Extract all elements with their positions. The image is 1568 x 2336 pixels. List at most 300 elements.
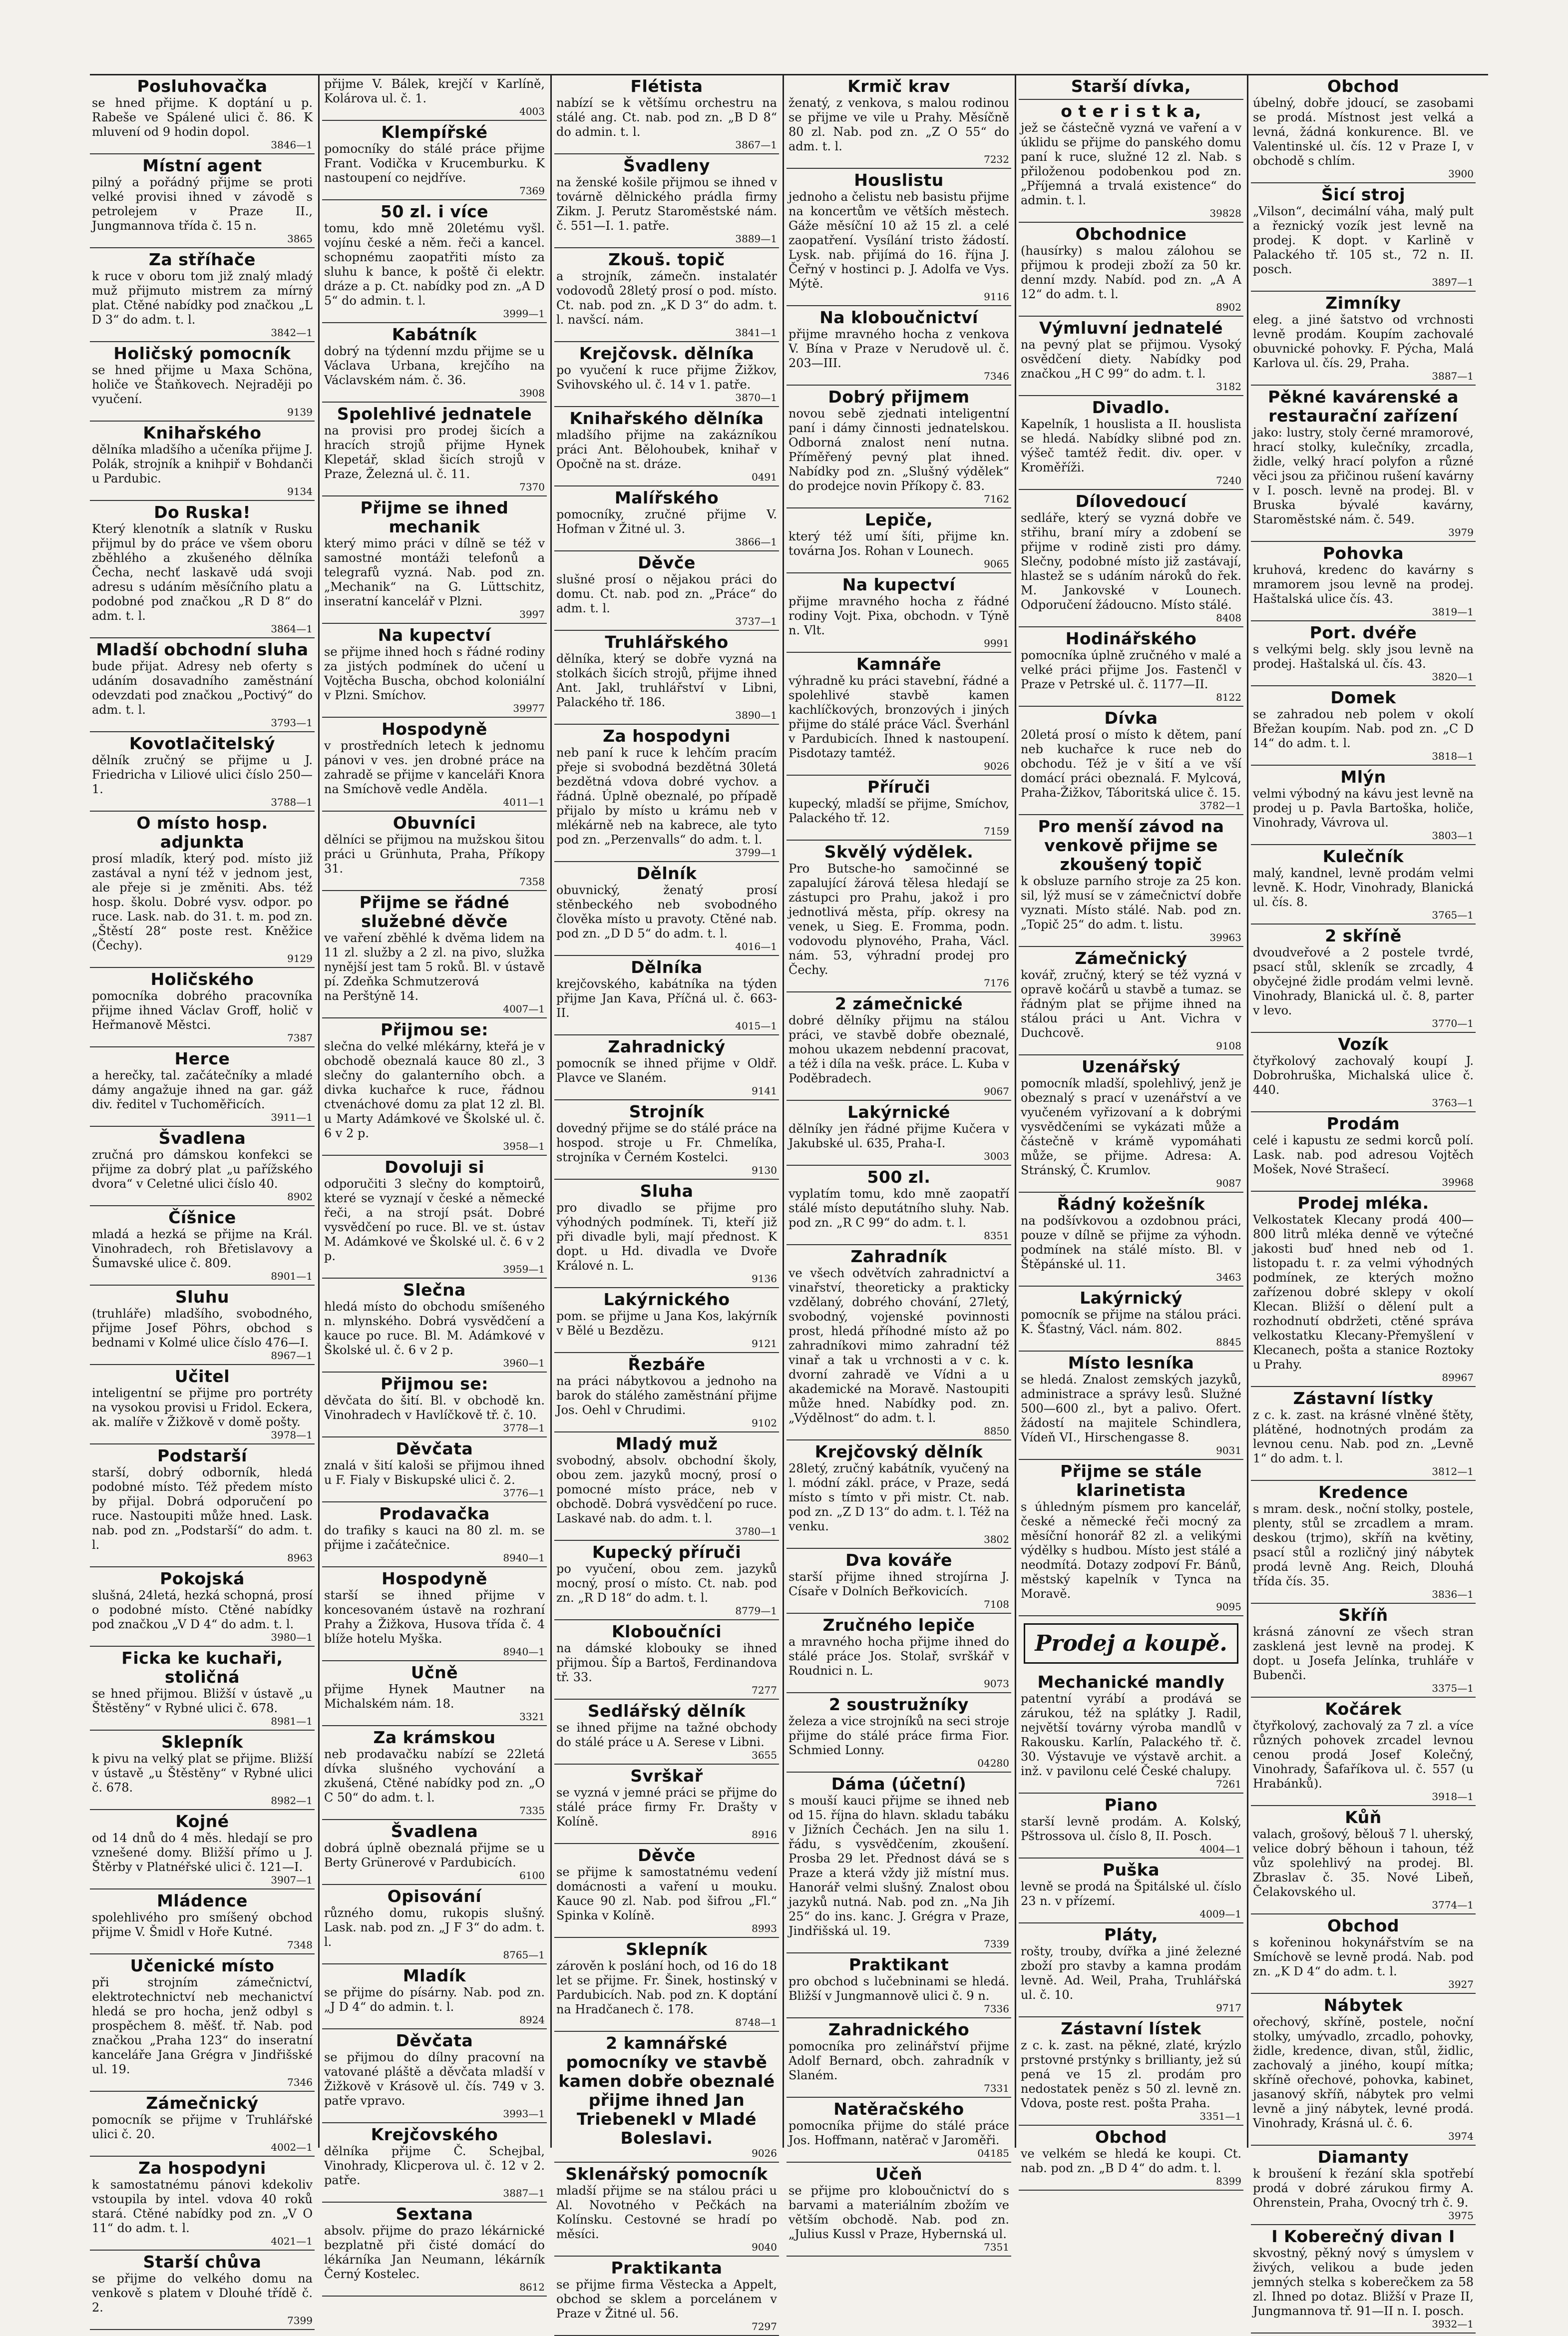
ad-number: 9073 xyxy=(984,1678,1009,1690)
ad-number: 8850 xyxy=(984,1425,1009,1437)
ad-headline: Pokojská xyxy=(160,1569,245,1588)
classified-ad xyxy=(1251,686,1476,766)
classified-ad xyxy=(1019,396,1243,490)
ad-body: prosí mladík, který pod. místo již zastával a nyní též v jednom jest, ale přeje si je změniti. Abs. též hosp. školu. Dobré vysv. odpor. po ruce. Lask. nab. do 31. t. m. pod zn. „Štěstí 28“ poste rest. Kněžice (Čechy). xyxy=(92,852,313,952)
classified-ad xyxy=(786,2018,1011,2098)
ad-body: novou sebě zjednati inteligentní paní i dámy činnosti jednatelskou. Odborná znalost není nutna. Příměřený pevný plat ihned. Nabídky pod zn. „Slušný výdělek“ do prodejce novin Příkopy č. 83. xyxy=(788,407,1009,493)
classified-ad xyxy=(1251,542,1476,621)
classified-ad xyxy=(786,1773,1011,1953)
ad-headline: Do Ruska! xyxy=(154,502,251,522)
classified-ad xyxy=(90,2251,315,2330)
ad-headline: Hodinářského xyxy=(1065,629,1197,648)
ad-headline: Přijmou se: xyxy=(381,1374,488,1394)
ad-body: pomocník mladší, spolehlivý, jenž je obeznalý s prací v uzenářství a ve vyučeném vyřizovaní a k dobrými vysvědčeními se vykázati může a částečně v krámě vypomáhati může, se přijme. Adresa: A. Stránský, Č. Krumlov. xyxy=(1021,1076,1241,1177)
ad-body: pomocník se přijme v Truhlářské ulici č. 20. xyxy=(92,2113,313,2141)
ad-body: (hausírky) s malou zálohou se přijmou k prodeji zboží za 50 kr. denní mzdy. Nabíd. pod zn. „A A 12“ do adm. t. l. xyxy=(1021,244,1241,301)
ad-body: se přijme firma Věstecka a Appelt, obchod se sklem a porcelánem v Praze v Žitné ul. 56. xyxy=(556,2278,777,2321)
ad-number: 3959—1 xyxy=(503,1263,545,1275)
ad-headline: Děvčata xyxy=(395,2031,473,2050)
ad-body: Kapelník, 1 houslista a II. houslista se hledá. Nabídky slibné pod zn. výšeč tamtéž ředit. div. oper. v Kroměříži. xyxy=(1021,417,1241,474)
ad-number: 3980—1 xyxy=(271,1631,313,1643)
ad-number: 3960—1 xyxy=(503,1357,545,1369)
classified-ad xyxy=(1019,1460,1243,1616)
ad-number: 9095 xyxy=(1216,1601,1241,1613)
ad-body: který mimo práci v dílně se též v samostné montáži telefonů a telegrafů vyzná. Nab. pod zn. „Mechanik“ na G. Lüttschitz, inseratní kancelář v Plzni. xyxy=(324,536,545,608)
classified-ad xyxy=(786,75,1011,169)
ad-headline: Flétista xyxy=(630,76,703,96)
classified-ad xyxy=(322,718,547,812)
ad-number: 8399 xyxy=(1216,2175,1241,2187)
ad-body: pomocníky do stálé práce přijme Frant. Vodička v Krucemburku. K nastoupení co nejdříve. xyxy=(324,142,545,185)
ad-body: pomocníky, zručné přijme V. Hofman v Žitné ul. 3. xyxy=(556,507,777,536)
ad-headline: Obchod xyxy=(1327,76,1400,96)
classified-ad xyxy=(786,1440,1011,1549)
ad-body: dělníka přijme Č. Schejbal, Vinohrady, Klicperova ul. č. 12 v 2. patře. xyxy=(324,2144,545,2187)
classified-ad xyxy=(322,1502,547,1567)
ad-headline: Obchodnice xyxy=(1075,224,1187,244)
ad-number: 8924 xyxy=(519,2014,545,2026)
ad-number: 8967—1 xyxy=(271,1350,313,1362)
ad-headline: Piano xyxy=(1104,1795,1158,1815)
ad-body: Velkostatek Klecany prodá 400—800 litrů mléka denně ve výtečné jakosti buď hned neb od 1. listopadu t. r. za velmi výhodných podmínek, ze kterých možno zařízenou dobré sklepy v okolí Klecan. Bližší o dělení pult a rozhodnutí obdržeti, ctěné správa velkostatku Klecany-Přemyšlení v Klecanech, pošta a stanice Roztoky u Prahy. xyxy=(1253,1213,1474,1372)
classified-ad xyxy=(322,1964,547,2029)
ad-number: 8748—1 xyxy=(735,2016,777,2028)
ad-number: 3865 xyxy=(287,233,313,245)
ad-headline: Kulečník xyxy=(1322,847,1404,866)
ad-body: se přijmou do dílny pracovní na vatované pláště a děvčata mladší v Žižkově v Krásově ul. čís. 749 v 3. patře vpravo. xyxy=(324,2050,545,2108)
ad-headline: Za krámskou xyxy=(373,1728,496,1747)
ad-number: 8351 xyxy=(984,1230,1009,1242)
ad-body: jako: lustry, stoly černé mramorové, hrací stolky, kulečníky, zrcadla, židle, velký hrací polyfon a různé věci jsou za přičinou rušení kavárny v I. posch. levně na prodej. Bl. v Bruska bývalé kavárny, Staroměstské nám. č. 549. xyxy=(1253,426,1474,526)
ad-body: pilný a pořádný přijme se proti velké provisi ihned v závodě s petrolejem v Praze II., Jungmannova třída č. 15 n. xyxy=(92,175,313,233)
ad-headline: Ficka ke kuchaři, stoličná xyxy=(121,1648,283,1687)
ad-number: 3866—1 xyxy=(735,536,777,548)
ad-number: 3321 xyxy=(519,1711,545,1723)
ad-headline: o t e r i s t k a, xyxy=(1061,101,1201,121)
ad-headline: Sluhu xyxy=(175,1287,230,1307)
ad-body: vyplatím tomu, kdo mně zaopatří stálé místo deputátního sluhy. Nab. pod zn. „R C 99“ do adm. t. l. xyxy=(788,1187,1009,1230)
ad-body: a mravného hocha přijme ihned do stálé práce Jos. Stolař, svrškář v Roudnici n. L. xyxy=(788,1635,1009,1678)
ad-headline: Kamnáře xyxy=(856,654,942,674)
ad-number: 8940—1 xyxy=(503,1552,545,1564)
ad-headline: Diamanty xyxy=(1317,2147,1409,2167)
classified-ad xyxy=(554,342,779,407)
ad-headline: 500 zl. xyxy=(867,1167,931,1187)
classified-ad xyxy=(1251,1033,1476,1112)
ad-number: 4009—1 xyxy=(1199,1908,1241,1920)
classified-ad xyxy=(1251,1387,1476,1481)
ad-headline: Řádný kožešník xyxy=(1057,1194,1205,1214)
ad-body: (truhláře) mladšího, svobodného, přijme Josef Pöhrs, obchod s bednami v Kolmé ulice číslo 476—I. xyxy=(92,1307,313,1350)
classified-ad xyxy=(1251,766,1476,845)
ad-body: do trafiky s kauci na 80 zl. m. se přijme i začátečnice. xyxy=(324,1523,545,1552)
ad-body: se přijme pro kloboučnictví do s barvami a materiálním zbožím ve větším obchodě. Nab. pod zn. „Julius Kussl v Praze, Hybernská ul. xyxy=(788,2184,1009,2241)
ad-headline: Krejčovsk. dělníka xyxy=(579,344,755,363)
ad-number: 9129 xyxy=(287,952,313,964)
classified-ad xyxy=(1251,1914,1476,1994)
classified-ad xyxy=(1251,2146,1476,2225)
ad-number: 7297 xyxy=(752,2321,777,2333)
ad-body: velmi výbodný na kávu jest levně na prodej u p. Pavla Bartoška, holiče, Vinohrady, Vávrova ul. xyxy=(1253,787,1474,830)
classified-ad xyxy=(786,386,1011,508)
ad-number: 3979 xyxy=(1448,526,1474,538)
ad-number: 9031 xyxy=(1216,1444,1241,1456)
classified-ad xyxy=(554,1700,779,1765)
column-2 xyxy=(322,75,547,2293)
ad-body: se přijme do velkého domu na venkově s platem v Dlouhé třídě č. 2. xyxy=(92,2272,313,2315)
ad-body: starší přijme ihned strojírna J. Císaře v Dolních Beřkovicích. xyxy=(788,1570,1009,1598)
classified-ad xyxy=(554,154,779,248)
classified-ad xyxy=(1019,627,1243,707)
ad-headline: Sedlářský dělník xyxy=(587,1701,746,1721)
ad-headline: I Koberečný divan I xyxy=(1271,2227,1455,2246)
ad-number: 04185 xyxy=(977,2147,1009,2159)
classified-ad xyxy=(554,248,779,342)
ad-body-extra: na Perštýně 14. xyxy=(324,989,419,1003)
classified-ad xyxy=(90,1889,315,1954)
ad-number: 3776—1 xyxy=(503,1487,545,1499)
ad-number: 3765—1 xyxy=(1432,909,1474,921)
ad-number: 7331 xyxy=(984,2082,1009,2094)
ad-number: 9121 xyxy=(752,1338,777,1350)
classified-ad xyxy=(322,496,547,624)
classified-ad xyxy=(90,812,315,968)
ad-number: 9116 xyxy=(984,291,1009,303)
ad-headline: Praktikanta xyxy=(611,2258,723,2278)
ad-body: dovedný přijme se do stálé práce na hospod. stroje u Fr. Chmelíka, strojníka v Černém Kostelci. xyxy=(556,1121,777,1164)
column-3 xyxy=(554,75,779,2333)
classified-ad xyxy=(1019,1287,1243,1352)
ad-headline: Zámečnický xyxy=(146,2093,259,2113)
ad-number: 3841—1 xyxy=(735,327,777,339)
ad-number: 7369 xyxy=(519,185,545,197)
ad-headline: Lakýrnický xyxy=(1080,1288,1182,1308)
classified-ad xyxy=(322,75,547,121)
ad-body: s velkými belg. skly jsou levně na prodej. Haštalská ul. čís. 43. xyxy=(1253,642,1474,671)
ad-headline: Hospodyně xyxy=(382,719,487,739)
ad-body: se přijme do písárny. Nab. pod zn. „J D 4“ do admin. t. l. xyxy=(324,1985,545,2014)
ad-body: z c. k. zast. na krásné vlněné štěty, plátěné, hodnotných prodám za levnou cenu. Nab. pod zn. „Levně 1“ do adm. t. l. xyxy=(1253,1408,1474,1465)
classified-ad xyxy=(554,1353,779,1432)
ad-headline: Na kupectví xyxy=(842,575,956,594)
ad-body: po vyučení, obou zem. jazyků mocný, prosí o místo. Ct. nab. pod zn. „R D 18“ do adm. t. l. xyxy=(556,1562,777,1605)
ad-number: 3842—1 xyxy=(271,327,313,339)
ad-headline: Přijme se ihned mechanik xyxy=(360,498,509,536)
classified-ad xyxy=(1019,490,1243,627)
ad-headline: Klempířské xyxy=(381,122,488,142)
ad-body: mladší přijme se na stálou práci u Al. Novotného v Pečkách na Kolínsku. Cestovné se hradí po měsíci. xyxy=(556,2184,777,2241)
classified-ad xyxy=(90,422,315,501)
ad-body: 20letá prosí o místo k dětem, paní neb kuchařce k ruce neb do obchodu. Též je v šití a ve vší domácí práci obeznalá. F. Mylcová, Praha-Žižkov, Táboritská ulice č. 15. xyxy=(1021,728,1241,800)
ad-headline: Mládence xyxy=(157,1891,248,1910)
ad-number: 7277 xyxy=(752,1684,777,1696)
ad-number: 9717 xyxy=(1216,2002,1241,2014)
classified-ad xyxy=(786,776,1011,841)
ad-body: kovář, zručný, který se též vyzná v opravě kočárů u stavbě a tumaz. se řádným plat se přijme ihned na stálou práci u Ant. Vichra v Duchcově. xyxy=(1021,968,1241,1040)
ad-body: tomu, kdo mně 20letému vyšl. vojínu české a něm. řeči a kancel. schopnému zaopatřiti místo za sluhu k bance, k poště či elektr. dráze a p. Ct. nabídky pod zn. „A D 5“ do admin. t. l. xyxy=(324,221,545,308)
ad-body: bude přijat. Adresy neb oferty s udáním dosavadního zaměstnání odevzdati pod značkou „Poctivý“ do adm. t. l. xyxy=(92,659,313,717)
ad-body: se hned přijmou. Bližší v ústavě „u Štěstěny“ v Rybné ulici č. 678. xyxy=(92,1687,313,1715)
ad-body: ořechový, skříně, postele, noční stolky, umývadlo, zrcadlo, pohovky, židle, kredence, divan, stůl, židlic, zachovalý a jiného, koupí mítka; skříně ořechové, pohovka, kabinet, jasanový skříň, nábytek pro velmi levně a jiný nábytek, levné prodá. Vinohrady, Krásná ul. č. 6. xyxy=(1253,2015,1474,2130)
ad-headline: Uzenářský xyxy=(1081,1057,1181,1076)
ad-body: se přijme ihned hoch s řádné rodiny za jistých podmínek do učení u Vojtěcha Buscha, obchod koloniální v Plzni. Smíchov. xyxy=(324,645,545,702)
ad-number: 3182 xyxy=(1216,381,1241,393)
ad-headline: Sextana xyxy=(395,2204,473,2224)
ad-body: ve vaření zběhlé k dvěma lidem na 11 zl. služby a 2 zl. na pivo, služka nynější jest tam 5 roků. Bl. v ústavě pí. Zdeňka Schmutzerová xyxy=(324,931,545,988)
ad-number: 8779—1 xyxy=(735,1605,777,1617)
ad-headline: Švadlena xyxy=(391,1822,478,1841)
ad-number: 3655 xyxy=(752,1749,777,1761)
classified-ad xyxy=(1019,947,1243,1055)
ad-number: 0491 xyxy=(752,471,777,483)
ad-headline: Řezbáře xyxy=(628,1355,706,1374)
ad-headline: Truhlářského xyxy=(605,632,729,652)
ad-headline: Kovotlačitelský xyxy=(129,734,276,753)
classified-ad xyxy=(322,1820,547,1885)
ad-headline: Krejčovský dělník xyxy=(814,1442,983,1461)
ad-number: 3737—1 xyxy=(735,615,777,627)
classified-ad xyxy=(90,2092,315,2157)
ad-headline: Sklepník xyxy=(626,1939,708,1959)
ad-body: svobodný, absolv. obchodní školy, obou zem. jazyků mocný, prosí o pomocné místo práce, neb v obchodě. Dobrá vysvědčení po ruce. Laskavé nab. do adm. t. l. xyxy=(556,1453,777,1525)
ad-headline: Divadlo. xyxy=(1092,398,1171,417)
ad-body: s mram. desk., noční stolky, postele, plenty, stůl se zrcadlem a mram. deskou (trjmo), skříň na květiny, psací stůl a rozličný jiný nábytek prodá levně Ang. Reich, Dlouhá třída čís. 35. xyxy=(1253,1502,1474,1588)
ad-headline: Mlýn xyxy=(1340,767,1386,787)
ad-headline: Učenické místo xyxy=(130,1956,275,1975)
ad-headline: Holičského xyxy=(150,969,254,989)
classified-ad xyxy=(1019,1859,1243,1923)
ad-body: pro obchod s lučebninami se hledá. Bližší v Jungmannově ulici č. 9 n. xyxy=(788,1974,1009,2003)
ad-headline: Mladší obchodní sluha xyxy=(96,640,309,659)
ad-body: se hned přijme. K doptání u p. Rabeše ve Spálené ulici č. 86. K mluvení od 9 hodin dopol. xyxy=(92,96,313,139)
classified-ad xyxy=(1251,1481,1476,1604)
ad-number: 39977 xyxy=(513,702,545,714)
ad-body: pro divadlo se přijme pro výhodných podmínek. Ti, kteří již při divadle byli, mají přednost. K dopt. u Hd. divadla ve Dvoře Králové n. L. xyxy=(556,1201,777,1273)
ad-headline: Dílovedoucí xyxy=(1075,491,1187,511)
classified-ad xyxy=(90,248,315,342)
ad-headline: Šicí stroj xyxy=(1321,185,1406,204)
ad-body: zručná pro dámskou konfekci se přijme za dobrý plat „u pařížského dvora“ v Celetné ulici číslo 40. xyxy=(92,1148,313,1191)
ad-headline: Sluha xyxy=(640,1181,694,1201)
ad-body: zárověn k poslání hoch, od 16 do 18 let se přijme. Fr. Šinek, hostinský v Pardubicích. Nab. pod zn. K doptání na Hradčanech č. 178. xyxy=(556,1959,777,2016)
ad-body: k ruce v oboru tom již znalý mladý muž přijmuto mistrem za mírný plat. Ctěné nabídky pod značkou „L D 3“ do adm. t. l. xyxy=(92,269,313,327)
ad-headline: 2 zámečnické xyxy=(834,994,963,1013)
ad-number: 9067 xyxy=(984,1085,1009,1097)
ad-body: obuvnický, ženatý prosí stěnbeckého neb svobodného člověka místo u pravoty. Ctěné nab. pod zn. „D D 5“ do adm. t. l. xyxy=(556,883,777,940)
classified-ad xyxy=(1019,1671,1243,1794)
ad-number: 3889—1 xyxy=(735,233,777,245)
classified-ad xyxy=(1019,707,1243,815)
ad-number: 9026 xyxy=(752,2147,777,2159)
ad-body: na podšívkovou a ozdobnou práci, pouze v dílně se přijme za výhodn. podmínek na stálé místo. Bl. v Štěpánské ul. 11. xyxy=(1021,1214,1241,1271)
ad-body: děvčata do šití. Bl. v obchodě kn. Vinohradech v Havlíčkově tř. č. 10. xyxy=(324,1394,545,1422)
ad-headline: Prodám xyxy=(1326,1114,1400,1133)
ad-body: který též umí šíti, přijme kn. továrna Jos. Rohan v Lounech. xyxy=(788,529,1009,558)
classified-ad xyxy=(1019,100,1243,223)
ad-number: 3918—1 xyxy=(1432,1791,1474,1803)
ad-number: 8982—1 xyxy=(271,1795,313,1807)
ad-body: pomocníka přijme do stálé práce Jos. Hoffmann, natěrač v Jaroměři. xyxy=(788,2119,1009,2147)
ad-headline: Sklenářský pomocník xyxy=(565,2164,768,2184)
ad-headline: Kabátník xyxy=(392,325,477,344)
ad-number: 3911—1 xyxy=(271,1111,313,1123)
ad-body: pom. se přijme u Jana Kos, lakýrník v Bělé u Bezdězu. xyxy=(556,1309,777,1338)
ad-body: krejčovského, kabátníka na týden přijme Jan Kava, Příčná ul. č. 663-II. xyxy=(556,977,777,1020)
classified-ad xyxy=(786,1614,1011,1693)
classified-ad xyxy=(1251,621,1476,686)
classified-ad xyxy=(90,1365,315,1444)
ad-headline: Vozík xyxy=(1338,1034,1389,1054)
classified-ad xyxy=(554,2032,779,2163)
ad-body: absolv. přijme do prazo lékárnické bezplatně při čisté domácí do lékárníka Jan Neumann, lékárník Černý Kostelec. xyxy=(324,2224,545,2281)
ad-number: 4003 xyxy=(519,105,545,117)
ad-body: k pivu na velký plat se přijme. Bližší v ústavě „u Štěstěny“ v Rybné ulici č. 678. xyxy=(92,1752,313,1795)
ad-headline: Pláty, xyxy=(1104,1925,1159,1944)
ad-body: rošty, trouby, dvířka a jiné železné zboží pro stavby a kamna prodám levně. Ad. Weil, Praha, Truhlářská ul. č. 10. xyxy=(1021,1944,1241,2002)
classified-ad xyxy=(786,169,1011,306)
ad-headline: 50 zl. i více xyxy=(380,202,489,221)
classified-ad xyxy=(1251,925,1476,1033)
ad-number: 7346 xyxy=(984,370,1009,382)
classified-ad xyxy=(322,891,547,1018)
ad-body: v prostředních letech k jednomu pánovi v ves. jen drobné práce na zahradě se přijme v kanceláři Knora na Smíchově vedle Anděla. xyxy=(324,739,545,796)
ad-body: na ženské košile přijmou se ihned v továrně dělnického prádla firmy Zikm. J. Perutz Staroměstské nám. č. 551—I. 1. patře. xyxy=(556,175,777,233)
classified-ad xyxy=(554,956,779,1035)
ad-headline: Port. dvéře xyxy=(1309,623,1417,642)
ad-number: 4004—1 xyxy=(1199,1843,1241,1855)
ad-headline: Kůň xyxy=(1345,1808,1382,1827)
classified-ad xyxy=(1019,1794,1243,1859)
ad-body: na provisi pro prodej šicích a hracích strojů přijme Hynek Klepetář, sklad šicích strojů v Praze, Železná ul. č. 11. xyxy=(324,424,545,481)
classified-ad xyxy=(1019,815,1243,947)
classified-ad xyxy=(90,1206,315,1286)
classified-ad xyxy=(322,624,547,718)
ad-number: 39828 xyxy=(1209,207,1241,219)
ad-number: 8122 xyxy=(1216,691,1241,703)
classified-ad xyxy=(322,200,547,323)
ad-body: znalá v šití kaloši se přijmou ihned u F. Fialy v Biskupské ulici č. 2. xyxy=(324,1458,545,1487)
classified-ad xyxy=(554,1844,779,1938)
ad-body: a strojník, zámečn. instalatér vodovodů 28letý prosí o pod. místo. Ct. nab. pod zn. „K D 3“ do adm. t. l. navšcí. nám. xyxy=(556,269,777,327)
classified-ad xyxy=(322,1156,547,1279)
ad-headline: Starší dívka, xyxy=(1071,76,1191,96)
ad-body: se ihned přijme na tažné obchody do stálé práce u A. Serese v Libni. xyxy=(556,1721,777,1749)
ad-headline: Dělník xyxy=(636,864,697,883)
ad-headline: Děvčata xyxy=(395,1439,473,1458)
ad-headline: Nábytek xyxy=(1323,1995,1403,2015)
classified-ad xyxy=(90,1567,315,1647)
ad-number: 7339 xyxy=(984,1938,1009,1950)
ad-headline: Přijmou se: xyxy=(381,1020,488,1039)
ad-number: 9141 xyxy=(752,1085,777,1097)
ad-headline: Švadlena xyxy=(158,1128,246,1148)
ad-headline: Zámečnický xyxy=(1075,948,1187,968)
column-4 xyxy=(786,75,1011,2253)
ad-body: dělníky jen řádné přijme Kučera v Jakubské ul. 635, Praha-I. xyxy=(788,1122,1009,1150)
ad-body: různého domu, rukopis slušný. Lask. nab. pod zn. „J F 3“ do adm. t. l. xyxy=(324,1906,545,1949)
classified-ad xyxy=(1251,386,1476,542)
ad-number: 7162 xyxy=(984,493,1009,505)
classified-ad xyxy=(554,1180,779,1288)
ad-number: 89967 xyxy=(1442,1372,1474,1384)
ad-number: 39968 xyxy=(1442,1176,1474,1188)
ad-body: na práci nábytkovou a jednoho na barok do stálého zaměstnání přijme Jos. Oehl v Chrudimi. xyxy=(556,1374,777,1417)
ad-number: 3818—1 xyxy=(1432,750,1474,762)
ad-headline: Zástavní lístek xyxy=(1061,2019,1201,2038)
ad-headline: O místo hosp. adjunkta xyxy=(136,813,268,852)
ad-headline: Zimníky xyxy=(1325,293,1401,313)
ad-number: 3788—1 xyxy=(271,796,313,808)
ad-headline: Zástavní lístky xyxy=(1293,1389,1434,1408)
ad-number: 7387 xyxy=(287,1032,313,1044)
ad-body: a herečky, tal. začátečníky a mladé dámy angažuje ihned na gar. gáž div. ředitel v Tuchoměřicích. xyxy=(92,1068,313,1111)
ad-headline: Příruči xyxy=(867,777,930,797)
ad-headline: Opisování xyxy=(387,1886,482,1906)
ad-body: přijme mravného hocha z venkova V. Bína v Praze v Nerudově ul. č. 203—III. xyxy=(788,327,1009,370)
ad-body: se zahradou neb polem v okolí Břežan koupím. Nab. pod zn. „C D 14“ do adm. t. l. xyxy=(1253,707,1474,750)
ad-body: dvoudveřové a 2 postele tvrdé, psací stůl, skleník se zrcadly, 4 obyčejné židle prodám velmi levně. Vinohrady, Blanická ul. č. 8, parter v levo. xyxy=(1253,945,1474,1017)
ad-number: 3836—1 xyxy=(1432,1588,1474,1600)
ad-headline: Lakýrnického xyxy=(603,1290,730,1309)
ad-body: slušná, 24letá, hezká schopná, prosí o podobné místo. Ctěné nabídky pod značkou „V D 4“ do adm. t. l. xyxy=(92,1588,313,1631)
ad-number: 4016—1 xyxy=(735,940,777,952)
ad-body: přijme mravného hocha z řádné rodiny Vojt. Pixa, obchodn. v Týně n. Vlt. xyxy=(788,594,1009,637)
ad-headline: Na kloboučnictví xyxy=(819,308,978,327)
ad-headline: Děvče xyxy=(638,1846,696,1865)
ad-body: přijme Hynek Mautner na Michalském nám. 18. xyxy=(324,1682,545,1711)
ad-headline: Švadleny xyxy=(623,156,710,175)
ad-headline: Lepiče, xyxy=(864,510,933,529)
ad-body: ženatý, z venkova, s malou rodinou se přijme ve vile u Prahy. Měsíčně 80 zl. Nab. pod zn. „Z O 55“ do adm. t. l. xyxy=(788,96,1009,153)
classified-ad xyxy=(1251,1994,1476,2146)
ad-body: sedláře, který se vyzná dobře ve střihu, braní míry a zdobení se přijme v rodině zisti pro dámy. Slečny, podobné místo již zastávají, hlastež se s udáním nároků do řek. M. Jankovské v Lounech. Odporučení žádoucno. Místo stálé. xyxy=(1021,511,1241,612)
ad-headline: Zahradník xyxy=(850,1247,947,1266)
classified-ad xyxy=(554,2163,779,2257)
ad-body: od 14 dnů do 4 měs. hledají se pro vznešené domy. Bližší přímo u J. Štěrby v Platnéřské ulici č. 121—I. xyxy=(92,1831,313,1874)
ad-body: po vyučení k ruce přijme Žižkov, Svihovského ul. č. 14 v 1. patře. xyxy=(556,363,777,392)
classified-ad xyxy=(322,812,547,891)
ad-number: 9026 xyxy=(984,760,1009,772)
classified-ad xyxy=(322,1373,547,1437)
classified-ad xyxy=(322,121,547,200)
ad-body: hledá místo do obchodu smíšeného n. mlynského. Dobrá vysvědčení a kauce po ruce. Bl. M. Adámkové v Školské ul. č. 6 v 2 p. xyxy=(324,1300,545,1357)
classified-ad xyxy=(322,323,547,403)
ad-number: 6100 xyxy=(519,1869,545,1881)
ad-number: 04280 xyxy=(977,1757,1009,1769)
ad-number: 7108 xyxy=(984,1598,1009,1610)
classified-ad xyxy=(90,638,315,732)
ad-headline: Sklepník xyxy=(161,1732,243,1752)
ad-number: 7399 xyxy=(287,2315,313,2327)
column-5 xyxy=(1019,75,1243,2187)
classified-ad xyxy=(786,573,1011,653)
ad-body: levně se prodá na Špitálské ul. číslo 23 n. v přízemí. xyxy=(1021,1879,1241,1908)
ad-number: 3927 xyxy=(1448,1978,1474,1990)
ad-headline: Obchod xyxy=(1327,1916,1400,1935)
ad-number: 9134 xyxy=(287,485,313,497)
classified-ad xyxy=(554,1100,779,1180)
ad-number: 9136 xyxy=(752,1273,777,1285)
classified-ad xyxy=(786,992,1011,1101)
classified-ad xyxy=(90,1047,315,1127)
ad-number: 7348 xyxy=(287,1939,313,1951)
ad-number: 7370 xyxy=(519,481,545,493)
ad-headline: 2 kamnářské pomocníky ve stavbě kamen dobře obeznalé přijme ihned Jan Triebenekl v Mladé Boleslavi. xyxy=(558,2033,775,2148)
ad-number: 3993—1 xyxy=(503,2108,545,2120)
column-rule xyxy=(550,75,552,2148)
ad-number: 3932—1 xyxy=(1432,2318,1474,2330)
ad-body: starší se ihned přijme v koncesovaném ústavě na rozhraní Prahy a Žižkova, Husova třída č. 4 blíže hotelu Myška. xyxy=(324,1588,545,1646)
